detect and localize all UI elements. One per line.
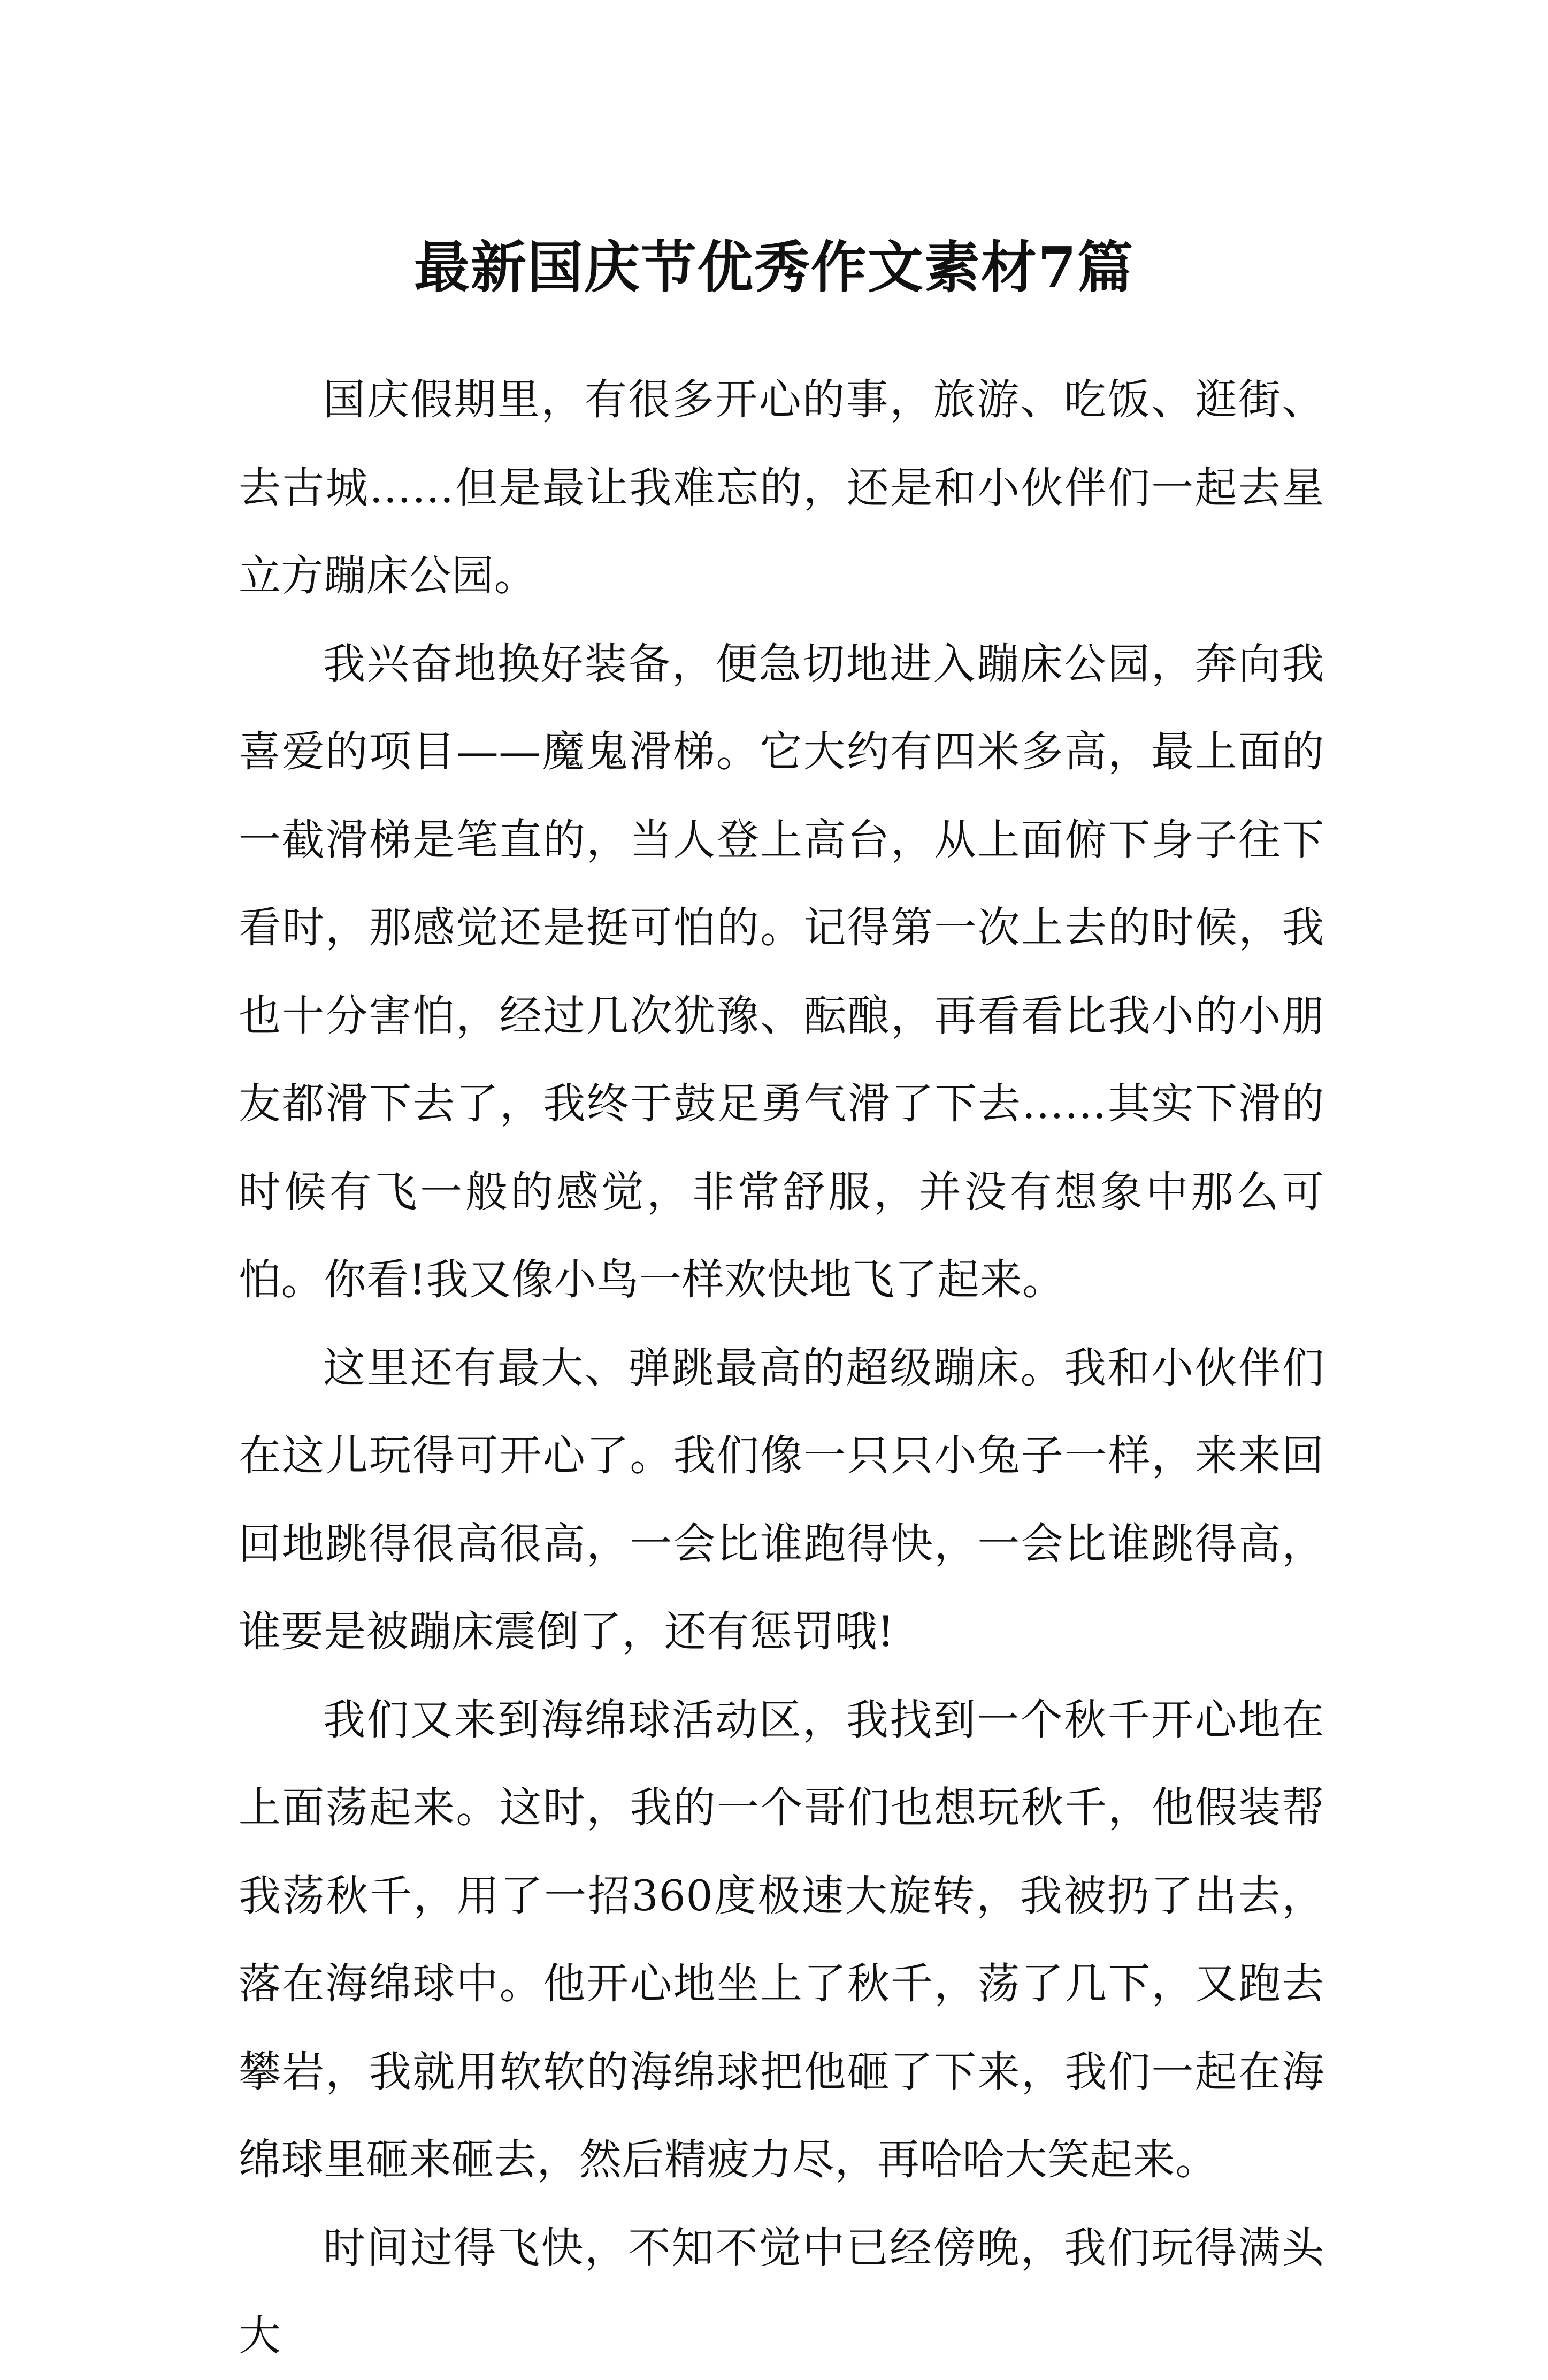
paragraph: 我们又来到海绵球活动区，我找到一个秋千开心地在上面荡起来。这时，我的一个哥们也想玩秋千，他假装帮我荡秋千，用了一招360度极速大旋转，我被扔了出去，落在海绵球中。他开心地坐上了秋千，荡了几下，又跑去攀岩，我就用软软的海绵球把他砸了下来，我们一起在海绵球里砸来砸去，然后精疲力尽，再哈哈大笑起来。 [239,1695,1324,2184]
paragraph: 国庆假期里，有很多开心的事，旅游、吃饭、逛街、去古城……但是最让我难忘的，还是和小伙伴们一起去星立方蹦床公园。 [239,375,1324,600]
document-body [239,356,1324,2380]
paragraph: 我兴奋地换好装备，便急切地进入蹦床公园，奔向我喜爱的项目——魔鬼滑梯。它大约有四米多高，最上面的一截滑梯是笔直的，当人登上高台，从上面俯下身子往下看时，那感觉还是挺可怕的。记得第一次上去的时候，我也十分害怕，经过几次犹豫、酝酿，再看看比我小的小朋友都滑下去了，我终于鼓足勇气滑了下去……其实下滑的时候有飞一般的感觉，非常舒服，并没有想象中那么可怕。你看!我又像小鸟一样欢快地飞了起来。 [239,639,1324,1304]
document-title: 最新国庆节优秀作文素材7篇 [413,234,1135,300]
paragraph: 时间过得飞快，不知不觉中已经傍晚，我们玩得满头大 [239,2223,1324,2360]
paragraph: 这里还有最大、弹跳最高的超级蹦床。我和小伙伴们在这儿玩得可开心了。我们像一只只小兔子一样，来来回回地跳得很高很高，一会比谁跑得快，一会比谁跳得高，谁要是被蹦床震倒了，还有惩罚哦! [239,1343,1324,1656]
